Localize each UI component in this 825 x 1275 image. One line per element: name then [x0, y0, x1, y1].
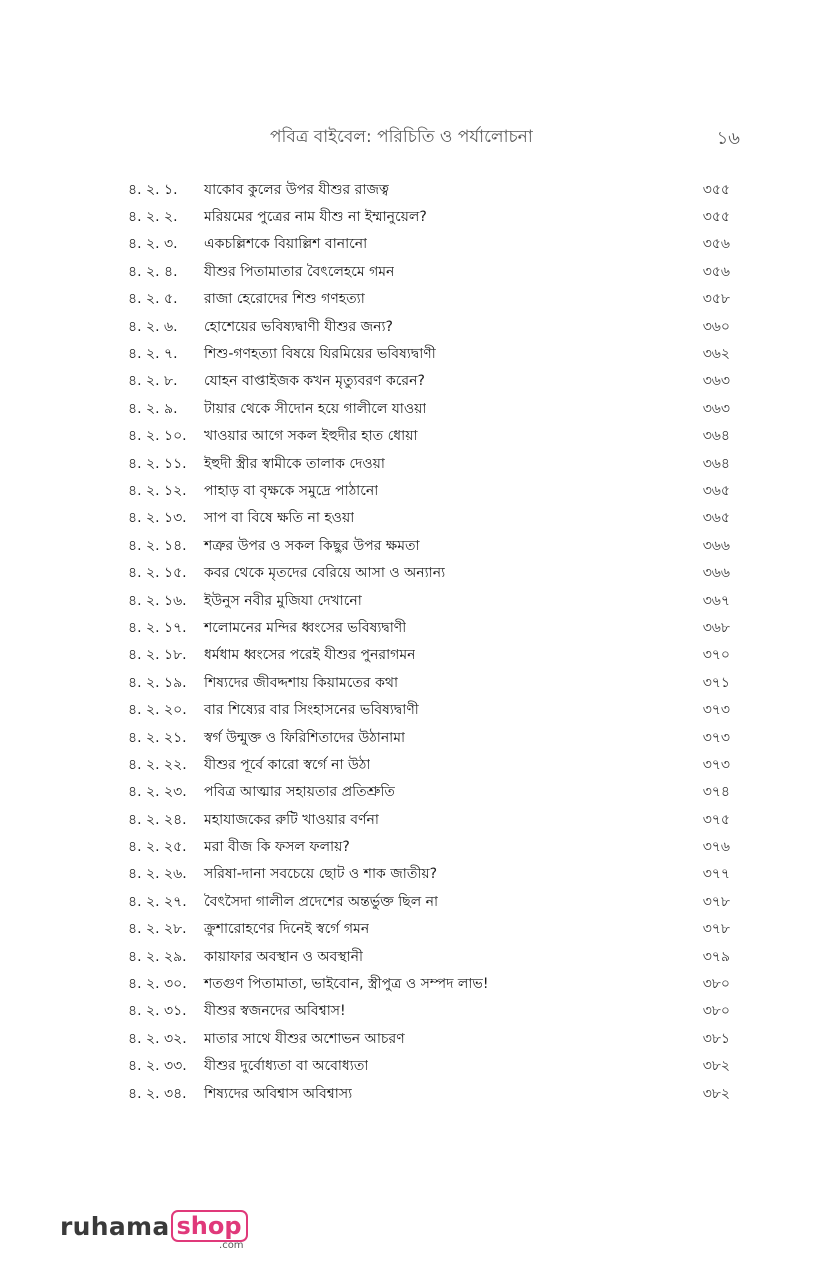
toc-page-number: ৩৫৬ [702, 236, 730, 253]
toc-section-number: ৪. ২. ২. [128, 209, 178, 226]
toc-entry [128, 559, 730, 586]
toc-section-number: ৪. ২. ১৩. [128, 510, 187, 527]
toc-entry [128, 368, 730, 395]
toc-section-number: ৪. ২. ২৫. [128, 839, 187, 856]
toc-entry-label [128, 232, 367, 256]
toc-section-title: পবিত্র আত্মার সহায়তার প্রতিশ্রুতি [204, 784, 395, 801]
toc-page-number: ৩৮২ [702, 1085, 730, 1102]
toc-entry-label [128, 589, 362, 613]
toc-entry [128, 450, 730, 477]
toc-section-title: ক্রুশারোহণের দিনেই স্বর্গে গমন [204, 921, 370, 938]
toc-section-title: হোশেয়ের ভবিষ্যদ্বাণী যীশুর জন্য? [204, 318, 393, 335]
toc-entry-label [128, 835, 350, 859]
toc-entry-label [128, 1082, 352, 1106]
toc-entry [128, 395, 730, 422]
toc-entry [128, 696, 730, 723]
toc-section-number: ৪. ২. ১৫. [128, 565, 187, 582]
toc-page-number: ৩৭১ [702, 674, 730, 691]
toc-section-title: শতগুণ পিতামাতা, ভাইবোন, স্ত্রীপুত্র ও সম্পদ লাভ! [204, 976, 489, 993]
toc-entry-label [128, 698, 419, 722]
toc-section-title: সাপ বা বিষে ক্ষতি না হওয়া [204, 510, 355, 527]
toc-page-number: ৩৮২ [702, 1058, 730, 1075]
table-of-contents [128, 176, 730, 1107]
toc-section-number: ৪. ২. ৭. [128, 346, 178, 363]
toc-page-number: ৩৫৫ [702, 209, 730, 226]
toc-entry-label [128, 506, 354, 530]
toc-section-title: কায়াফার অবস্থান ও অবস্থানী [204, 948, 364, 965]
toc-entry [128, 477, 730, 504]
toc-entry [128, 340, 730, 367]
toc-section-number: ৪. ২. ১৭. [128, 619, 187, 636]
toc-section-number: ৪. ২. ১৬. [128, 592, 187, 609]
toc-entry-label [128, 917, 369, 941]
toc-entry [128, 313, 730, 340]
toc-section-number: ৪. ২. ৫. [128, 291, 178, 308]
toc-section-title: মাতার সাথে যীশুর অশোভন আচরণ [204, 1030, 405, 1047]
toc-entry [128, 176, 730, 203]
toc-page-number: ৩৬৪ [702, 455, 730, 472]
toc-section-title: খাওয়ার আগে সকল ইহুদীর হাত ধোয়া [204, 428, 418, 445]
toc-page-number: ৩৭৫ [702, 811, 730, 828]
toc-section-title: পাহাড় বা বৃক্ষকে সমুদ্রে পাঠানো [204, 482, 379, 499]
toc-entry-label [128, 808, 379, 832]
toc-entry [128, 779, 730, 806]
toc-section-title: সরিষা-দানা সবচেয়ে ছোট ও শাক জাতীয়? [204, 866, 438, 883]
toc-section-number: ৪. ২. ৪. [128, 263, 178, 280]
toc-entry [128, 970, 730, 997]
toc-entry-label [128, 890, 438, 914]
toc-page-number: ৩৬৩ [702, 373, 730, 390]
toc-page-number: ৩৬৬ [702, 565, 730, 582]
toc-section-number: ৪. ২. ১. [128, 181, 178, 198]
toc-section-number: ৪. ২. ২৬. [128, 866, 187, 883]
toc-page-number: ৩৬৩ [702, 400, 730, 417]
running-header [130, 124, 740, 154]
toc-entry [128, 423, 730, 450]
toc-section-number: ৪. ২. ৮. [128, 373, 178, 390]
toc-entry [128, 669, 730, 696]
toc-entry-label [128, 452, 385, 476]
toc-entry [128, 833, 730, 860]
toc-entry-label [128, 1027, 405, 1051]
toc-page-number: ৩৭৩ [702, 756, 730, 773]
toc-section-title: শত্রুর উপর ও সকল কিছুর উপর ক্ষমতা [204, 537, 420, 554]
toc-page-number: ৩৫৮ [702, 291, 730, 308]
toc-entry [128, 505, 730, 532]
toc-section-number: ৪. ২. ২৮. [128, 921, 187, 938]
toc-section-title: ইউনুস নবীর মুজিযা দেখানো [204, 592, 362, 609]
toc-page-number: ৩৬৬ [702, 537, 730, 554]
toc-entry-label [128, 424, 418, 448]
toc-entry-label [128, 945, 363, 969]
toc-section-number: ৪. ২. ৬. [128, 318, 178, 335]
toc-page-number: ৩৭৮ [702, 893, 730, 910]
toc-page-number: ৩৮০ [702, 1003, 730, 1020]
toc-entry-label [128, 726, 405, 750]
toc-page-number: ৩৬০ [702, 318, 730, 335]
toc-section-number: ৪. ২. ১৮. [128, 647, 187, 664]
ruhamashop-logo [60, 1210, 248, 1250]
toc-section-title: বার শিষ্যের বার সিংহাসনের ভবিষ্যদ্বাণী [204, 702, 419, 719]
toc-entry [128, 943, 730, 970]
toc-entry-label [128, 260, 394, 284]
toc-entry-label [128, 999, 346, 1023]
toc-section-number: ৪. ২. ২৪. [128, 811, 187, 828]
book-title: পবিত্র বাইবেল: পরিচিতি ও পর্যালোচনা [270, 127, 533, 147]
toc-entry [128, 998, 730, 1025]
toc-entry-label [128, 178, 389, 202]
toc-section-number: ৪. ২. ২১. [128, 729, 187, 746]
toc-page-number: ৩৬২ [702, 346, 730, 363]
toc-page-number: ৩৭৭ [702, 866, 730, 883]
toc-page-number: ৩৭৪ [702, 784, 730, 801]
toc-entry-label [128, 972, 488, 996]
toc-page-number: ৩৬৫ [702, 482, 730, 499]
toc-entry [128, 642, 730, 669]
toc-entry [128, 587, 730, 614]
toc-entry-label [128, 616, 406, 640]
logo-shop-badge [171, 1210, 248, 1251]
toc-section-number: ৪. ২. ২২. [128, 756, 187, 773]
toc-section-number: ৪. ২. ৩৩. [128, 1058, 187, 1075]
toc-entry [128, 1053, 730, 1080]
toc-entry-label [128, 1054, 368, 1078]
logo-text-shop: shop [171, 1210, 248, 1242]
toc-section-title: মরিয়মের পুত্রের নাম যীশু না ইম্মানুয়েল? [204, 209, 427, 226]
toc-section-title: যীশুর পিতামাতার বৈৎলেহমে গমন [204, 263, 395, 280]
toc-entry-label [128, 479, 378, 503]
toc-entry-label [128, 534, 420, 558]
toc-entry [128, 806, 730, 833]
toc-section-title: রাজা হেরোদের শিশু গণহত্যা [204, 291, 365, 308]
toc-section-number: ৪. ২. ২০. [128, 702, 187, 719]
toc-section-title: শলোমনের মন্দির ধ্বংসের ভবিষ্যদ্বাণী [204, 619, 407, 636]
toc-page-number: ৩৭৮ [702, 921, 730, 938]
toc-page-number: ৩৭৬ [702, 839, 730, 856]
toc-section-title: শিশু-গণহত্যা বিষয়ে যিরমিয়ের ভবিষ্যদ্বাণী [204, 346, 436, 363]
toc-entry-label [128, 671, 398, 695]
toc-section-title: একচল্লিশকে বিয়াল্লিশ বানানো [204, 236, 368, 253]
toc-entry-label [128, 862, 437, 886]
toc-section-number: ৪. ২. ২৭. [128, 893, 187, 910]
toc-entry-label [128, 397, 426, 421]
toc-section-title: যীশুর পূর্বে কারো স্বর্গে না উঠা [204, 756, 371, 773]
toc-page-number: ৩৮০ [702, 976, 730, 993]
toc-entry-label [128, 369, 425, 393]
toc-section-number: ৪. ২. ১২. [128, 482, 187, 499]
toc-section-title: স্বর্গ উন্মুক্ত ও ফিরিশিতাদের উঠানামা [204, 729, 406, 746]
toc-section-number: ৪. ২. ১১. [128, 455, 187, 472]
toc-page-number: ৩৬৭ [702, 592, 730, 609]
toc-section-title: শিষ্যদের জীবদ্দশায় কিয়ামতের কথা [204, 674, 399, 691]
toc-entry [128, 614, 730, 641]
toc-entry [128, 916, 730, 943]
toc-section-number: ৪. ২. ৩. [128, 236, 178, 253]
toc-section-title: টায়ার থেকে সীদোন হয়ে গালীলে যাওয়া [204, 400, 427, 417]
toc-section-title: শিষ্যদের অবিশ্বাস অবিশ্বাস্য [204, 1085, 353, 1102]
toc-entry [128, 203, 730, 230]
toc-entry [128, 724, 730, 751]
toc-section-title: ধর্মধাম ধ্বংসের পরেই যীশুর পুনরাগমন [204, 647, 416, 664]
toc-entry [128, 532, 730, 559]
toc-page-number: ৩৬৪ [702, 428, 730, 445]
toc-section-number: ৪. ২. ৩১. [128, 1003, 187, 1020]
toc-section-number: ৪. ২. ৩২. [128, 1030, 187, 1047]
toc-page-number: ৩৭৯ [702, 948, 730, 965]
toc-page-number: ৩৭৩ [702, 729, 730, 746]
toc-page-number: ৩৮১ [702, 1030, 730, 1047]
logo-text-ruhama: ruhama [60, 1212, 170, 1241]
toc-entry [128, 861, 730, 888]
toc-page-number: ৩৬৮ [702, 619, 730, 636]
toc-page-number: ৩৭০ [702, 647, 730, 664]
toc-entry-label [128, 561, 445, 585]
toc-section-number: ৪. ২. ২৯. [128, 948, 187, 965]
toc-entry-label [128, 287, 365, 311]
toc-entry [128, 888, 730, 915]
toc-section-title: মহাযাজকের রুটি খাওয়ার বর্ণনা [204, 811, 379, 828]
toc-section-number: ৪. ২. ১৪. [128, 537, 187, 554]
toc-entry-label [128, 753, 370, 777]
toc-entry-label [128, 342, 436, 366]
toc-entry [128, 1080, 730, 1107]
toc-section-number: ৪. ২. ৯. [128, 400, 178, 417]
toc-entry-label [128, 315, 393, 339]
toc-entry [128, 258, 730, 285]
toc-section-number: ৪. ২. ৩০. [128, 976, 187, 993]
toc-entry-label [128, 643, 415, 667]
page-number: ১৬ [716, 128, 740, 149]
toc-section-title: কবর থেকে মৃতদের বেরিয়ে আসা ও অন্যান্য [204, 565, 446, 582]
toc-page-number: ৩৫৫ [702, 181, 730, 198]
toc-entry-label [128, 205, 427, 229]
toc-section-title: বৈৎসৈদা গালীল প্রদেশের অন্তর্ভুক্ত ছিল না [204, 893, 439, 910]
toc-section-number: ৪. ২. ২৩. [128, 784, 187, 801]
toc-section-title: যীশুর দুর্বোধ্যতা বা অবোধ্যতা [204, 1058, 369, 1075]
toc-section-number: ৪. ২. ১৯. [128, 674, 187, 691]
toc-section-title: যোহন বাপ্তাইজক কখন মৃত্যুবরণ করেন? [204, 373, 425, 390]
toc-entry-label [128, 780, 395, 804]
toc-page-number: ৩৬৫ [702, 510, 730, 527]
toc-page-number: ৩৭৩ [702, 702, 730, 719]
toc-section-title: ইহুদী স্ত্রীর স্বামীকে তালাক দেওয়া [204, 455, 385, 472]
toc-section-title: যাকোব কুলের উপর যীশুর রাজত্ব [204, 181, 389, 198]
logo-domain: .com [219, 1240, 244, 1251]
toc-entry [128, 286, 730, 313]
toc-entry [128, 1025, 730, 1052]
toc-section-number: ৪. ২. ১০. [128, 428, 187, 445]
toc-section-title: মরা বীজ কি ফসল ফলায়? [204, 839, 350, 856]
toc-page-number: ৩৫৬ [702, 263, 730, 280]
toc-section-number: ৪. ২. ৩৪. [128, 1085, 187, 1102]
toc-entry [128, 751, 730, 778]
toc-section-title: যীশুর স্বজনদের অবিশ্বাস! [204, 1003, 346, 1020]
toc-entry [128, 231, 730, 258]
